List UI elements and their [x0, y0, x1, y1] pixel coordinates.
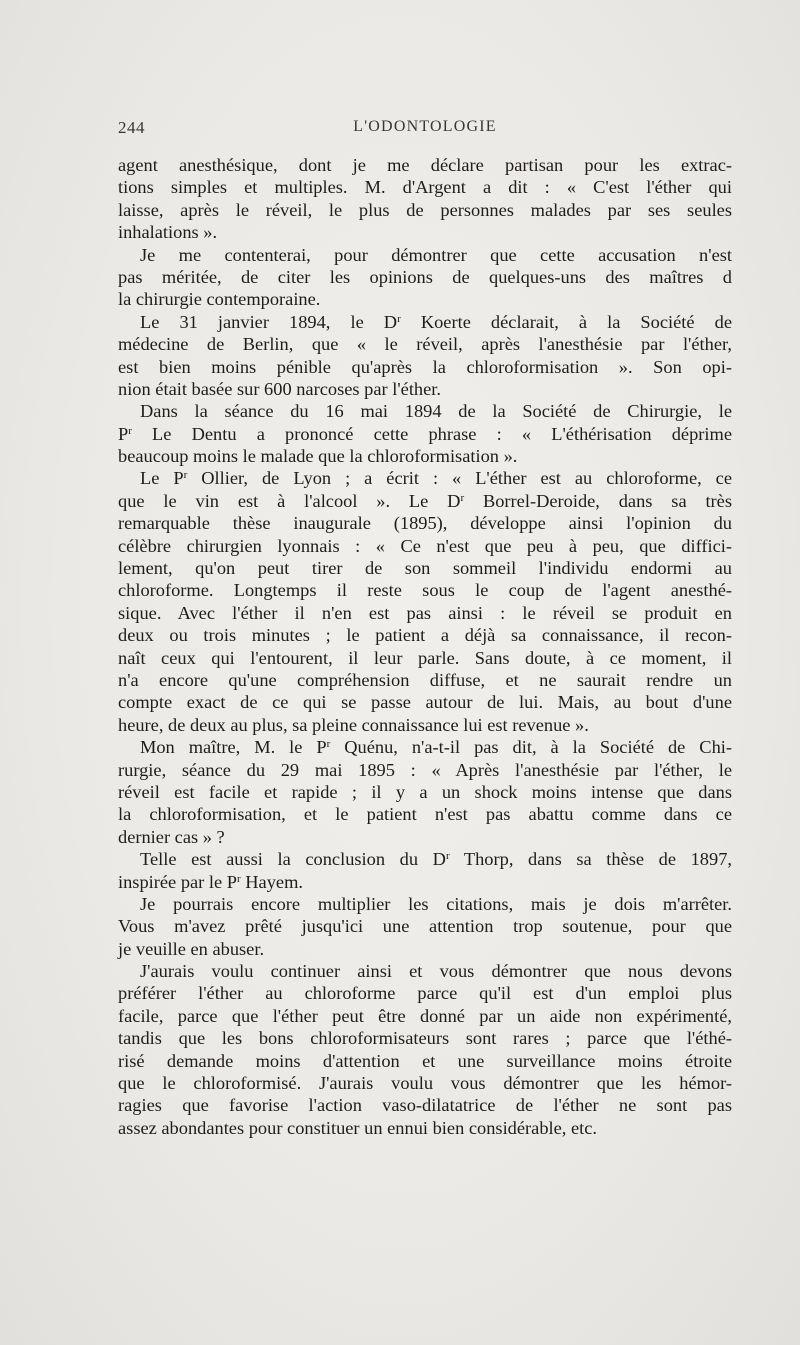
text-line: heure, de deux au plus, sa pleine connaissance lui est revenue ». [118, 714, 589, 735]
body-text [118, 154, 732, 1139]
text-line: préférer l'éther au chloroforme parce qu'il est d'un emploi plus [118, 983, 732, 1004]
running-title: L'ODONTOLOGIE [353, 118, 497, 135]
text-line: Dans la séance du 16 mai 1894 de la Société de Chirurgie, le [140, 401, 732, 422]
text-segment: Quénu, n'a-t-il pas dit, à la Société de Chi- [330, 737, 732, 758]
text-line: chloroforme. Longtemps il reste sous le coup de l'agent anesthé- [118, 580, 732, 601]
text-line: la chirurgie contemporaine. [118, 289, 321, 310]
title-abbreviation-superscript: r [397, 312, 401, 325]
text-line [118, 848, 732, 870]
text-segment: Le P [140, 468, 184, 489]
text-line: réveil est facile et rapide ; il y a un shock moins intense que dans [118, 781, 732, 802]
text-line: Vous m'avez prêté jusqu'ici une attention trop soutenue, pour que [118, 916, 732, 937]
text-segment: Le 31 janvier 1894, le D [140, 311, 398, 332]
text-line [118, 490, 732, 512]
title-abbreviation-superscript: r [326, 738, 331, 751]
text-line: nion était basée sur 600 narcoses par l'éther. [118, 378, 441, 399]
page-header [118, 118, 732, 142]
text-line: dernier cas » ? [118, 826, 225, 847]
text-line: n'a encore qu'une compréhension diffuse, et ne saurait rendre un [118, 669, 732, 690]
text-line: ragies que favorise l'action vaso-dilatatrice de l'éther ne sont pas [118, 1095, 732, 1116]
text-line: remarquable thèse inaugurale (1895), développe ainsi l'opinion du [118, 513, 732, 534]
text-segment: Hayem. [240, 871, 303, 892]
text-segment: Mon maître, M. le P [140, 737, 327, 758]
text-line: deux ou trois minutes ; le patient a déjà sa connaissance, il recon- [118, 625, 732, 646]
text-line: laisse, après le réveil, le plus de personnes malades par ses seules [118, 199, 732, 220]
text-segment: P [118, 423, 129, 444]
text-segment: Thorp, dans sa thèse de 1897, [449, 849, 732, 870]
text-line: célèbre chirurgien lyonnais : « Ce n'est que peu à peu, que diffici- [118, 535, 732, 556]
title-abbreviation-superscript: r [445, 850, 450, 863]
text-segment: Telle est aussi la conclusion du D [140, 849, 446, 870]
text-line: J'aurais voulu continuer ainsi et vous démontrer que nous devons [140, 961, 732, 982]
text-line [118, 871, 732, 893]
text-segment: inspirée par le P [118, 871, 237, 892]
text-line: compte exact de ce qui se passe autour de lui. Mais, au bout d'une [118, 692, 732, 713]
text-line [118, 423, 732, 445]
text-line: sique. Avec l'éther il n'en est pas ainsi : le réveil se produit en [118, 602, 732, 623]
text-line: inhalations ». [118, 222, 218, 243]
text-line: beaucoup moins le malade que la chloroformisation ». [118, 446, 518, 467]
text-segment: Le Dentu a prononcé cette phrase : « L'éthérisation déprime [131, 423, 732, 444]
text-segment: Borrel-Deroide, dans sa très [464, 490, 732, 511]
page-number: 244 [118, 118, 145, 137]
text-line: pas méritée, de citer les opinions de quelques-uns des maîtres d [118, 266, 732, 287]
text-line: je veuille en abuser. [118, 938, 265, 959]
text-line: médecine de Berlin, que « le réveil, après l'anesthésie par l'éther, [118, 334, 732, 355]
text-segment: Ollier, de Lyon ; a écrit : « L'éther est au chloroforme, ce [187, 468, 732, 489]
text-line: est bien moins pénible qu'après la chloroformisation ». Son opi- [118, 356, 732, 377]
title-abbreviation-superscript: r [460, 491, 465, 504]
text-line [118, 736, 732, 758]
text-line: naît ceux qui l'entourent, il leur parle. Sans doute, à ce moment, il [118, 647, 732, 668]
title-abbreviation-superscript: r [128, 424, 132, 437]
text-segment: Koerte déclarait, à la Société de [400, 311, 732, 332]
text-line: tandis que les bons chloroformisateurs sont rares ; parce que l'éthé- [118, 1028, 732, 1049]
text-line: que le chloroformisé. J'aurais voulu vous démontrer que les hémor- [118, 1073, 732, 1094]
text-segment: que le vin est à l'alcool ». Le D [118, 490, 461, 511]
text-line: assez abondantes pour constituer un ennui bien considérable, etc. [118, 1117, 598, 1138]
text-line: risé demande moins d'attention et une surveillance moins étroite [118, 1050, 732, 1071]
text-line: rurgie, séance du 29 mai 1895 : « Après l'anesthésie par l'éther, le [118, 759, 732, 780]
title-abbreviation-superscript: r [183, 469, 188, 482]
text-line: tions simples et multiples. M. d'Argent a dit : « C'est l'éther qui [118, 177, 732, 198]
text-line: Je pourrais encore multiplier les citations, mais je dois m'arrêter. [140, 893, 732, 914]
text-line: agent anesthésique, dont je me déclare partisan pour les extrac- [118, 155, 732, 175]
text-line: la chloroformisation, et le patient n'est pas abattu comme dans ce [118, 804, 732, 825]
text-line [118, 311, 732, 333]
text-line: facile, parce que l'éther peut être donné par un aide non expérimenté, [118, 1005, 732, 1026]
text-line: lement, qu'on peut tirer de son sommeil l'individu endormi au [118, 558, 732, 579]
text-line [118, 467, 732, 489]
text-line: Je me contenterai, pour démontrer que cette accusation n'est [140, 244, 732, 265]
title-abbreviation-superscript: r [237, 872, 241, 885]
